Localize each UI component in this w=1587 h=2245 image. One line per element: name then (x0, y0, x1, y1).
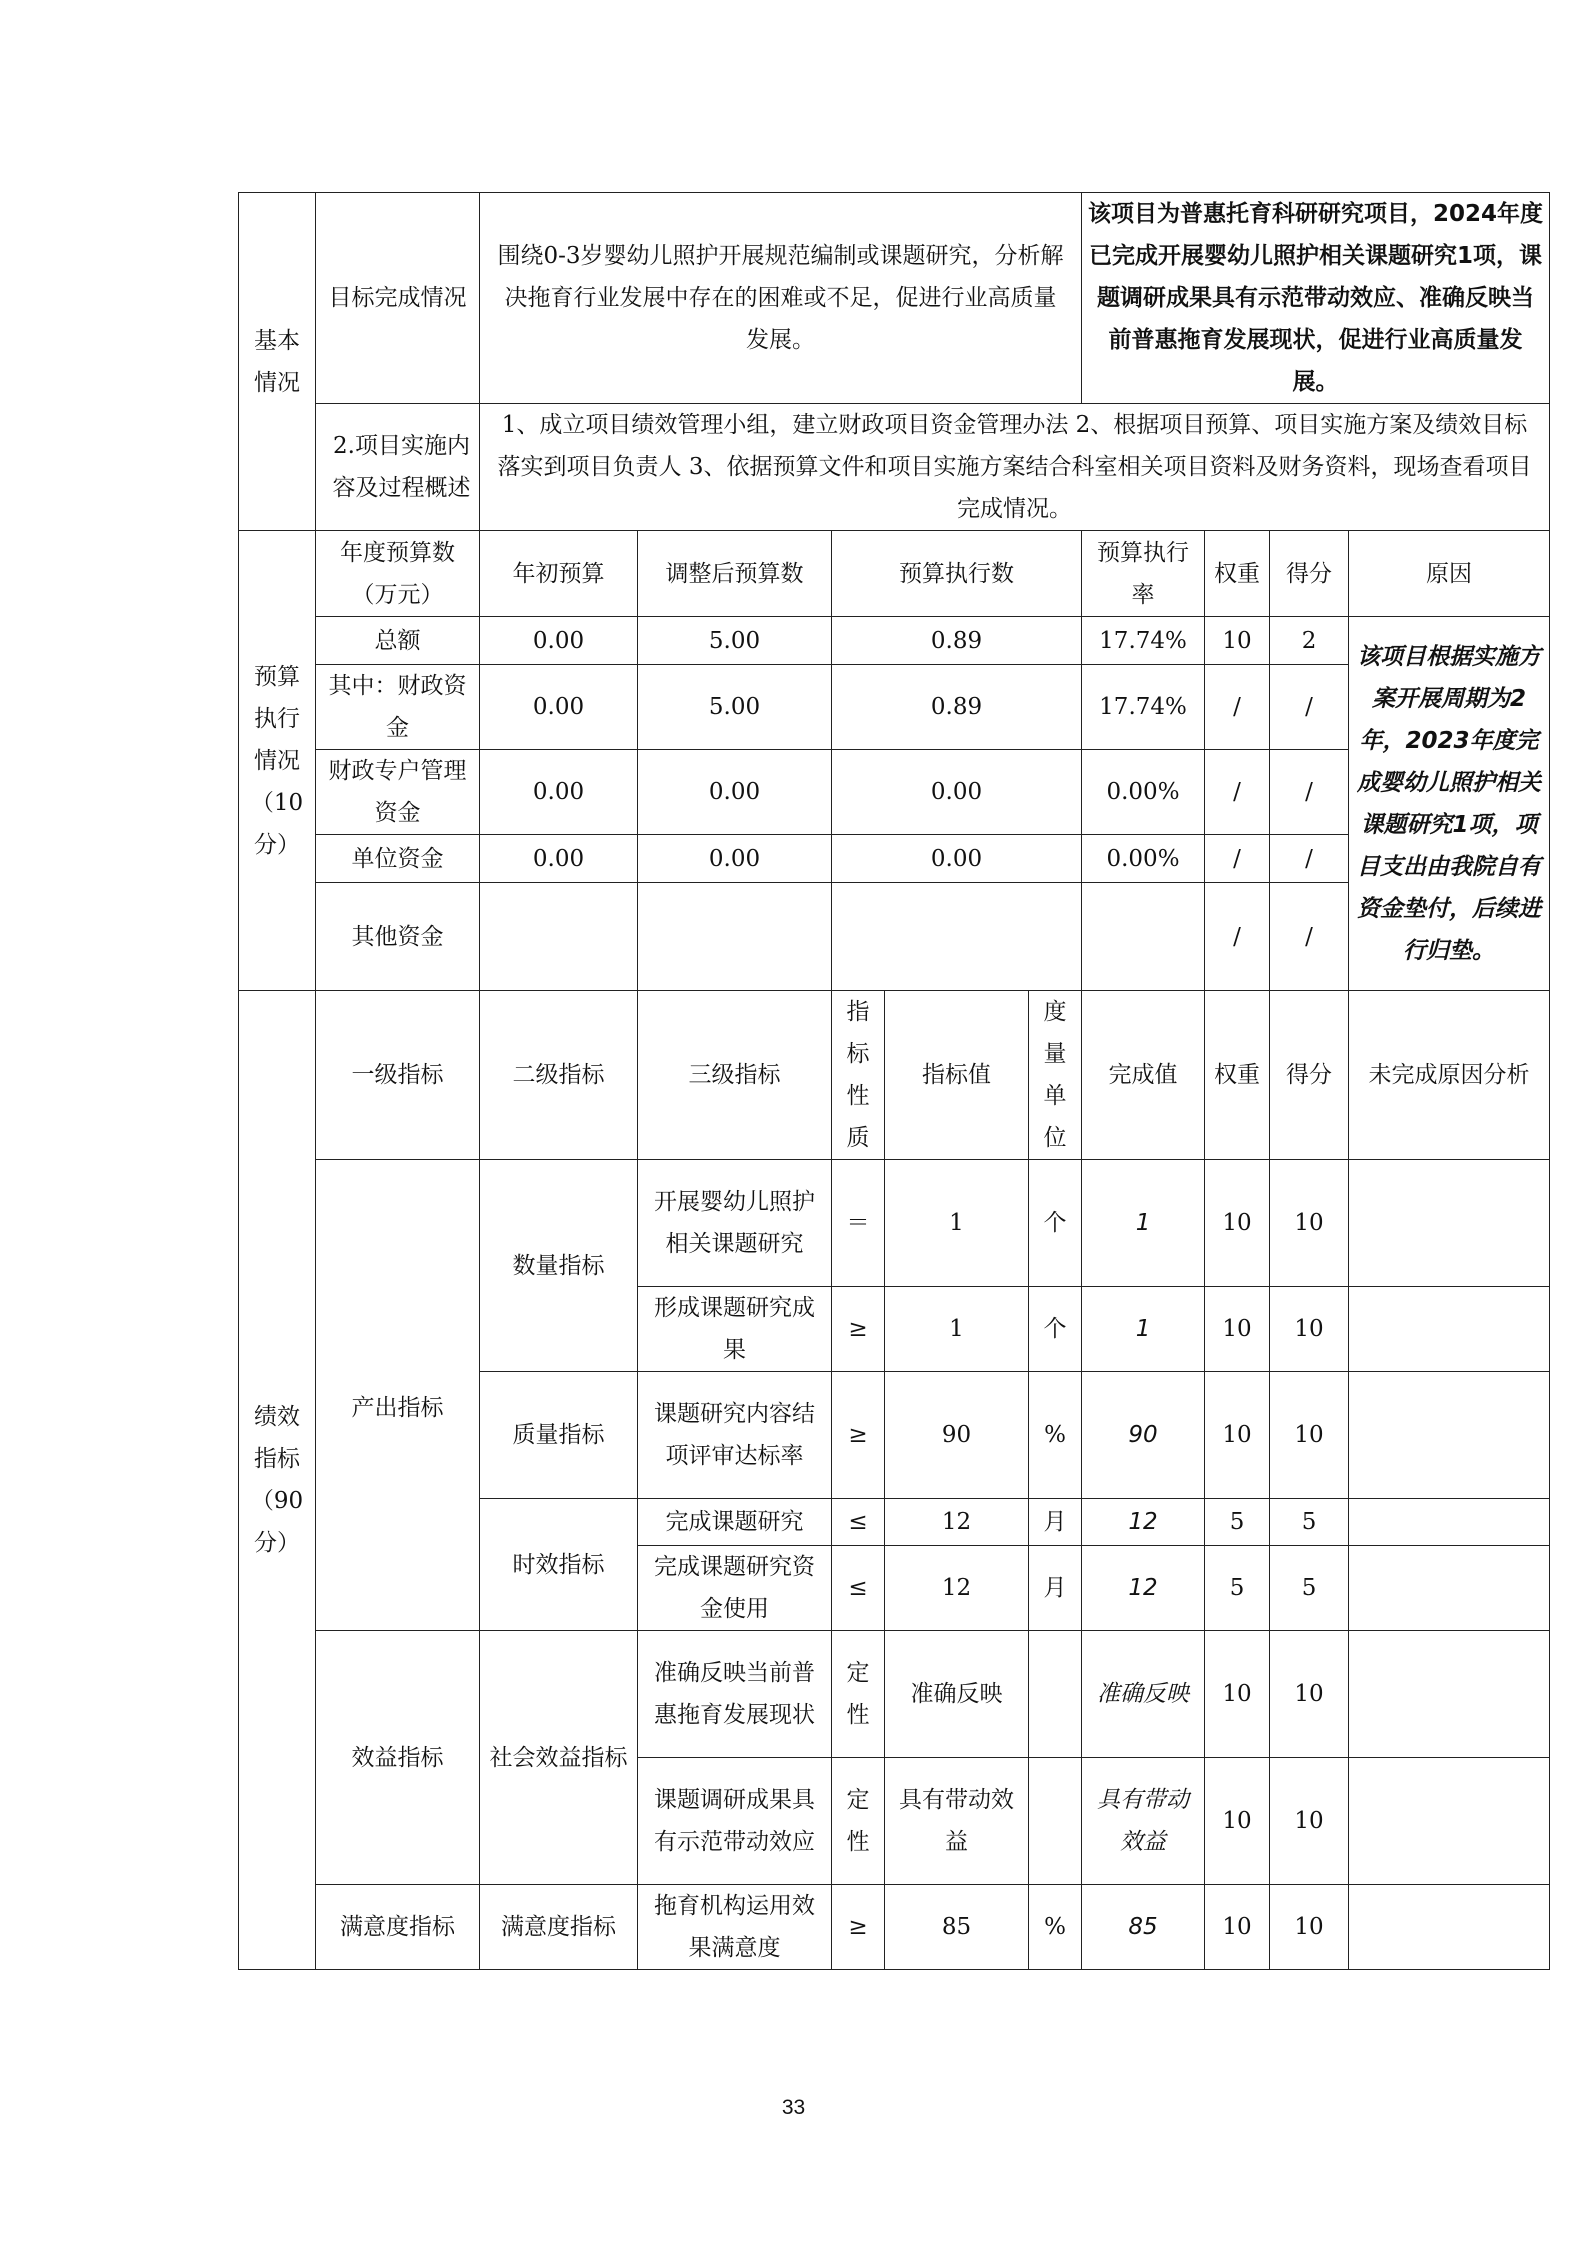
indicator-weight: 5 (1205, 1546, 1270, 1631)
budget-initial (480, 883, 638, 991)
indicator-weight: 10 (1205, 1631, 1270, 1758)
budget-score: / (1270, 883, 1349, 991)
indicator-reason (1349, 1631, 1550, 1758)
indicator-done: 准确反映 (1082, 1631, 1205, 1758)
budget-executed: 0.00 (832, 750, 1082, 835)
indicator-nature: ≤ (832, 1546, 885, 1631)
indicator-unit: 月 (1029, 1546, 1082, 1631)
indicator-value: 具有带动效益 (885, 1758, 1029, 1885)
perf-header-cell: 度量单位 (1029, 991, 1082, 1160)
budget-adjusted: 5.00 (638, 617, 832, 665)
budget-reason: 该项目根据实施方案开展周期为2年，2023年度完成婴幼儿照护相关课题研究1项，项目支出由我院自有资金垫付，后续进行归垫。 (1349, 617, 1550, 991)
indicator-name: 拖育机构运用效果满意度 (638, 1885, 832, 1970)
budget-rate: 17.74% (1082, 665, 1205, 750)
indicator-unit: 个 (1029, 1287, 1082, 1372)
indicator-done: 90 (1082, 1372, 1205, 1499)
indicator-reason (1349, 1160, 1550, 1287)
budget-weight: / (1205, 750, 1270, 835)
indicator-score: 10 (1270, 1631, 1349, 1758)
perf-row (239, 1885, 1550, 1970)
indicator-reason (1349, 1287, 1550, 1372)
indicator-value: 12 (885, 1499, 1029, 1546)
budget-header-cell: 权重 (1205, 531, 1270, 617)
indicator-unit (1029, 1631, 1082, 1758)
perf-row (239, 1160, 1550, 1287)
budget-adjusted: 0.00 (638, 750, 832, 835)
indicator-unit: % (1029, 1885, 1082, 1970)
level1-output: 产出指标 (316, 1160, 480, 1631)
indicator-unit (1029, 1758, 1082, 1885)
indicator-value: 准确反映 (885, 1631, 1029, 1758)
budget-executed: 0.00 (832, 835, 1082, 883)
perf-header-row (239, 991, 1550, 1160)
budget-executed: 0.89 (832, 617, 1082, 665)
implementation-row (239, 404, 1550, 531)
budget-initial: 0.00 (480, 617, 638, 665)
indicator-name: 完成课题研究资金使用 (638, 1546, 832, 1631)
indicator-score: 10 (1270, 1758, 1349, 1885)
indicator-score: 10 (1270, 1885, 1349, 1970)
budget-row (239, 617, 1550, 665)
indicator-done: 12 (1082, 1546, 1205, 1631)
indicator-score: 10 (1270, 1372, 1349, 1499)
indicator-reason (1349, 1499, 1550, 1546)
level1-satisfaction: 满意度指标 (316, 1885, 480, 1970)
budget-weight: / (1205, 883, 1270, 991)
indicator-value: 1 (885, 1287, 1029, 1372)
indicator-nature: 定性 (832, 1758, 885, 1885)
indicator-reason (1349, 1372, 1550, 1499)
goal-label: 目标完成情况 (316, 193, 480, 404)
budget-score: / (1270, 835, 1349, 883)
perf-header-cell: 三级指标 (638, 991, 832, 1160)
indicator-done: 具有带动效益 (1082, 1758, 1205, 1885)
budget-header-cell: 调整后预算数 (638, 531, 832, 617)
performance-evaluation-table (238, 192, 1550, 1970)
perf-header-cell: 完成值 (1082, 991, 1205, 1160)
indicator-value: 1 (885, 1160, 1029, 1287)
budget-header-row (239, 531, 1550, 617)
indicator-nature: ≥ (832, 1885, 885, 1970)
budget-rate: 17.74% (1082, 617, 1205, 665)
level1-benefit: 效益指标 (316, 1631, 480, 1885)
budget-header-cell: 预算执行率 (1082, 531, 1205, 617)
budget-row-name: 财政专户管理资金 (316, 750, 480, 835)
indicator-weight: 10 (1205, 1287, 1270, 1372)
budget-weight: / (1205, 835, 1270, 883)
budget-adjusted: 5.00 (638, 665, 832, 750)
budget-header-cell: 原因 (1349, 531, 1550, 617)
indicator-unit: 个 (1029, 1160, 1082, 1287)
indicator-value: 85 (885, 1885, 1029, 1970)
budget-row-name: 其他资金 (316, 883, 480, 991)
perf-header-cell: 指标性质 (832, 991, 885, 1160)
budget-rate: 0.00% (1082, 835, 1205, 883)
indicator-name: 课题研究内容结项评审达标率 (638, 1372, 832, 1499)
indicator-reason (1349, 1758, 1550, 1885)
indicator-weight: 10 (1205, 1758, 1270, 1885)
level2-satisfaction: 满意度指标 (480, 1885, 638, 1970)
budget-executed (832, 883, 1082, 991)
budget-rate (1082, 883, 1205, 991)
indicator-weight: 10 (1205, 1885, 1270, 1970)
indicator-weight: 5 (1205, 1499, 1270, 1546)
implementation-text: 1、成立项目绩效管理小组，建立财政项目资金管理办法 2、根据项目预算、项目实施方案及绩效目标落实到项目负责人 3、依据预算文件和项目实施方案结合科室相关项目资料及财务资料，现场查看项目完成情况。 (480, 404, 1550, 531)
level2-quantity: 数量指标 (480, 1160, 638, 1372)
budget-initial: 0.00 (480, 750, 638, 835)
budget-row-name: 其中：财政资金 (316, 665, 480, 750)
budget-score: 2 (1270, 617, 1349, 665)
indicator-value: 12 (885, 1546, 1029, 1631)
budget-section-label: 预算执行情况（10分） (239, 531, 316, 991)
perf-section-label: 绩效指标（90分） (239, 991, 316, 1970)
indicator-done: 12 (1082, 1499, 1205, 1546)
indicator-value: 90 (885, 1372, 1029, 1499)
indicator-name: 开展婴幼儿照护相关课题研究 (638, 1160, 832, 1287)
goal-result: 该项目为普惠托育科研研究项目，2024年度已完成开展婴幼儿照护相关课题研究1项，课题调研成果具有示范带动效应、准确反映当前普惠拖育发展现状，促进行业高质量发展。 (1082, 193, 1550, 404)
indicator-name: 完成课题研究 (638, 1499, 832, 1546)
level2-timeliness: 时效指标 (480, 1499, 638, 1631)
indicator-weight: 10 (1205, 1160, 1270, 1287)
budget-score: / (1270, 665, 1349, 750)
perf-header-cell: 指标值 (885, 991, 1029, 1160)
indicator-unit: % (1029, 1372, 1082, 1499)
indicator-unit: 月 (1029, 1499, 1082, 1546)
perf-header-cell: 未完成原因分析 (1349, 991, 1550, 1160)
indicator-done: 1 (1082, 1287, 1205, 1372)
indicator-score: 5 (1270, 1546, 1349, 1631)
budget-header-cell: 年初预算 (480, 531, 638, 617)
indicator-name: 形成课题研究成果 (638, 1287, 832, 1372)
perf-header-cell: 二级指标 (480, 991, 638, 1160)
indicator-nature: ≥ (832, 1287, 885, 1372)
budget-header-cell: 年度预算数（万元） (316, 531, 480, 617)
budget-adjusted (638, 883, 832, 991)
indicator-nature: ≤ (832, 1499, 885, 1546)
budget-adjusted: 0.00 (638, 835, 832, 883)
budget-rate: 0.00% (1082, 750, 1205, 835)
indicator-nature: ≥ (832, 1372, 885, 1499)
budget-initial: 0.00 (480, 665, 638, 750)
indicator-done: 1 (1082, 1160, 1205, 1287)
indicator-reason (1349, 1546, 1550, 1631)
budget-weight: / (1205, 665, 1270, 750)
indicator-name: 准确反映当前普惠拖育发展现状 (638, 1631, 832, 1758)
budget-score: / (1270, 750, 1349, 835)
level2-social: 社会效益指标 (480, 1631, 638, 1885)
goal-row (239, 193, 1550, 404)
indicator-done: 85 (1082, 1885, 1205, 1970)
budget-initial: 0.00 (480, 835, 638, 883)
goal-text: 围绕0-3岁婴幼儿照护开展规范编制或课题研究，分析解决拖育行业发展中存在的困难或不足，促进行业高质量发展。 (480, 193, 1082, 404)
budget-header-cell: 预算执行数 (832, 531, 1082, 617)
basic-section-label: 基本情况 (239, 193, 316, 531)
perf-header-cell: 得分 (1270, 991, 1349, 1160)
budget-row-name: 总额 (316, 617, 480, 665)
budget-row-name: 单位资金 (316, 835, 480, 883)
perf-row (239, 1631, 1550, 1758)
perf-header-cell: 一级指标 (316, 991, 480, 1160)
budget-weight: 10 (1205, 617, 1270, 665)
page-number: 33 (781, 2096, 806, 2119)
indicator-nature: ＝ (832, 1160, 885, 1287)
indicator-nature: 定性 (832, 1631, 885, 1758)
implementation-label: 2.项目实施内容及过程概述 (316, 404, 480, 531)
indicator-reason (1349, 1885, 1550, 1970)
budget-header-cell: 得分 (1270, 531, 1349, 617)
indicator-score: 10 (1270, 1160, 1349, 1287)
indicator-score: 5 (1270, 1499, 1349, 1546)
budget-executed: 0.89 (832, 665, 1082, 750)
indicator-name: 课题调研成果具有示范带动效应 (638, 1758, 832, 1885)
indicator-weight: 10 (1205, 1372, 1270, 1499)
indicator-score: 10 (1270, 1287, 1349, 1372)
level2-quality: 质量指标 (480, 1372, 638, 1499)
perf-header-cell: 权重 (1205, 991, 1270, 1160)
